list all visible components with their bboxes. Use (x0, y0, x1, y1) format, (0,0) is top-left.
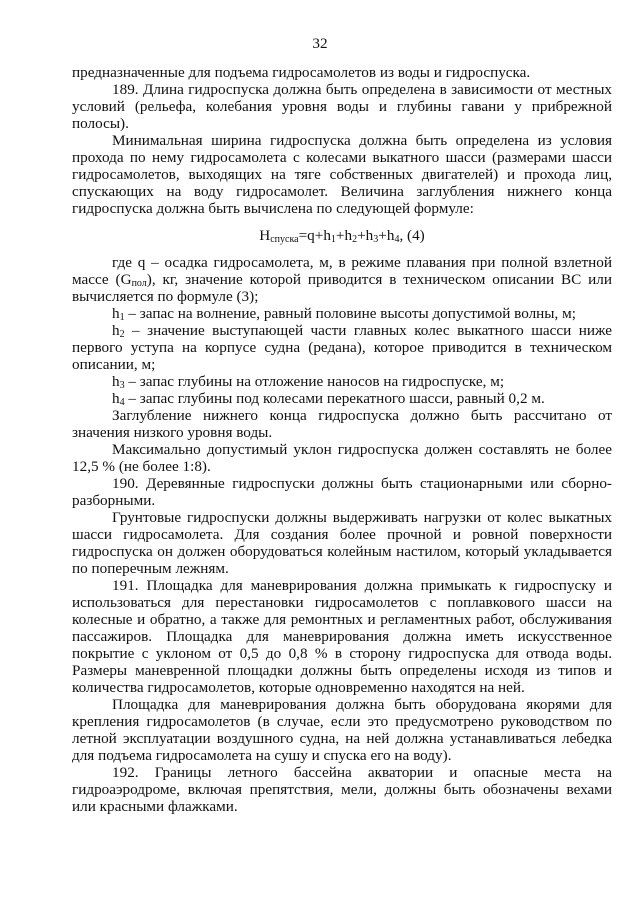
paragraph-192: 192. Границы летного бассейна акватории и опасные места на гидроаэродроме, включая препятствия, мели, должны быть обозначены вехами или красными флажками. (72, 764, 612, 815)
paragraph-189: 189. Длина гидроспуска должна быть определена в зависимости от местных условий (рельефа, колебания уровня воды и глубины гавани у прибрежной полосы). (72, 81, 612, 132)
definition-h3: $h_3$ – запас глубины на отложение наносов на гидроспуске, м; (112, 373, 505, 391)
paragraph-191: 191. Площадка для маневрирования должна примыкать к гидроспуску и использоваться для перестановки гидросамолетов с поплавкового шасси на колесные и обратно, а также для ремонтных и регламентных работ, обслуживания пассажиров. Площадка для маневрирования должна иметь искусственное покрытие с уклоном от 0,5 до 0,8 % в сторону гидроспуска для отвода воды. Размеры маневренной площадки должны быть определены исходя из типов и количества гидросамолетов, которые одновременно находятся на ней. (72, 577, 612, 696)
paragraph: Минимальная ширина гидроспуска должна быть определена из условия прохода по нему гидросамолета с колесами выкатного шасси (размерами шасси гидросамолетов, выходящих на тяге собственных двигателей) и прохода лиц, спускающих на воду гидросамолет. Величина заглубления нижнего конца гидроспуска должна быть вычислена по следующей формуле: (72, 132, 612, 217)
formula-subscript: 2 (352, 234, 358, 245)
paragraph-190: 190. Деревянные гидроспуски должны быть стационарными или сборно-разборными. (72, 475, 612, 509)
definition-h2: $h_2$ – значение выступающей части главных колес выкатного шасси ниже первого уступа на корпусе судна (редана), которое приводится в техническом описании, м; (72, 322, 612, 373)
paragraph: предназначенные для подъема гидросамолетов из воды и гидроспуска. (72, 64, 531, 81)
paragraph: Заглубление нижнего конца гидроспуска должно быть рассчитано от значения низкого уровня воды. (72, 407, 612, 441)
formula-term: , (4) (399, 227, 425, 244)
definition-h4: $h_4$ – запас глубины под колесами перекатного шасси, равный 0,2 м. (112, 390, 545, 408)
formula-term: +h (335, 227, 353, 244)
formula-term: =q+h (298, 227, 331, 244)
paragraph: Площадка для маневрирования должна быть оборудована якорями для крепления гидросамолетов (в случае, если это предусмотрено руководством по летной эксплуатации воздушного судна, на ней должна устанавливаться лебедка для подъема гидросамолета на сушу и спуска его на воду). (72, 696, 612, 764)
formula-4 (72, 227, 612, 244)
paragraph: Грунтовые гидроспуски должны выдерживать нагрузки от колес выкатных шасси гидросамолета. Для создания более прочной и ровной поверхности гидроспуска он должен оборудоваться колейным настилом, который укладывается по поперечным лежням. (72, 509, 612, 577)
definition-q: где q – осадка гидросамолета, м, в режиме плавания при полной взлетной массе $(G_{пол})$, кг, значение которой приводится в техническом описании ВС или вычисляется по формуле (3); (72, 254, 612, 305)
formula-lhs-subscript: спуска (270, 234, 299, 245)
formula-term: +h (357, 227, 374, 244)
formula-term: +h (378, 227, 395, 244)
formula-lhs: H (259, 227, 271, 244)
formula-subscript: 1 (330, 234, 336, 245)
formula-subscript: 4 (394, 234, 400, 245)
paragraph: Максимально допустимый уклон гидроспуска должен составлять не более 12,5 % (не более 1:8). (72, 441, 612, 475)
page-number: 32 (312, 35, 328, 52)
document-body (72, 64, 612, 815)
definition-h1: $h_1$ – запас на волнение, равный половине высоты допустимой волны, м; (112, 305, 576, 323)
formula-subscript: 3 (373, 234, 379, 245)
